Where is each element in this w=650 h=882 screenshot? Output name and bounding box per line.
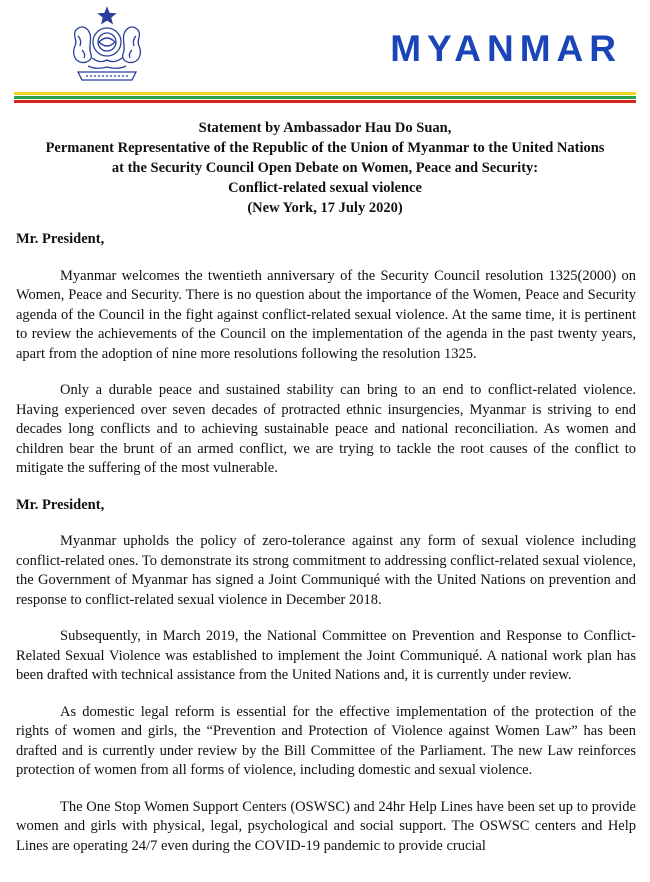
paragraph: The One Stop Women Support Centers (OSWSC) and 24hr Help Lines have been set up to provide women and girls with physical, legal, psychological and social support. The OSWSC centers and Help Lines are operating 24/7 even during the COVID-19 pandemic to provide crucial — [16, 798, 636, 854]
salutation: Mr. President, — [16, 496, 105, 513]
state-seal-icon — [66, 6, 148, 86]
band-green — [14, 96, 636, 99]
title-line-2: Permanent Representative of the Republic of the Union of Myanmar to the United Nations — [45, 140, 605, 156]
letterhead — [0, 0, 650, 112]
statement-body — [16, 230, 636, 873]
paragraph: As domestic legal reform is essential for the effective implementation of the protection of the rights of women and girls, the “Prevention and Protection of Violence against Women Law” has been drafted and is currently under review by the Bill Committee of the Parliament. The new Law reinforces protection of women from all forms of violence, including domestic and sexual violence. — [16, 703, 636, 778]
paragraph: Myanmar upholds the policy of zero-tolerance against any form of sexual violence including conflict-related ones. To demonstrate its strong commitment to addressing conflict-related sexual violence, the Government of Myanmar has signed a Joint Communiqué with the United Nations on prevention and response to conflict-related sexual violence in December 2018. — [16, 533, 636, 608]
statement-title — [0, 118, 650, 218]
band-yellow — [14, 92, 636, 95]
title-line-1: Statement by Ambassador Hau Do Suan, — [198, 120, 452, 136]
title-line-5: (New York, 17 July 2020) — [247, 200, 403, 216]
paragraph: Myanmar welcomes the twentieth anniversary of the Security Council resolution 1325(2000) on Women, Peace and Security. There is no question about the importance of the Women, Peace and Security agenda of the Council in the fight against conflict-related sexual violence. At the same time, it is pertinent to review the achievements of the Council on the implementation of the agenda in the past twenty years, apart from the adoption of nine more resolutions following the resolution 1325. — [16, 267, 636, 362]
salutation: Mr. President, — [16, 231, 105, 247]
title-line-4: Conflict-related sexual violence — [228, 180, 422, 196]
country-name: MYANMAR — [390, 28, 622, 69]
paragraph: Subsequently, in March 2019, the National Committee on Prevention and Response to Conflict-Related Sexual Violence was established to implement the Joint Communiqué. A national work plan has been drafted with technical assistance from the United Nations and, it is currently under review. — [16, 628, 636, 683]
title-line-3: at the Security Council Open Debate on Women, Peace and Security: — [111, 160, 539, 176]
flag-color-band — [14, 92, 636, 108]
paragraph: Only a durable peace and sustained stability can bring to an end to conflict-related violence. Having experienced over seven decades of protracted ethnic insurgencies, Myanmar is striving to end decades long conflicts and to achieving sustainable peace and national reconciliation. As women and children bear the brunt of an armed conflict, we are trying to tackle the root causes of the conflict to mitigate the suffering of the most vulnerable. — [16, 382, 636, 476]
band-red — [14, 100, 636, 103]
